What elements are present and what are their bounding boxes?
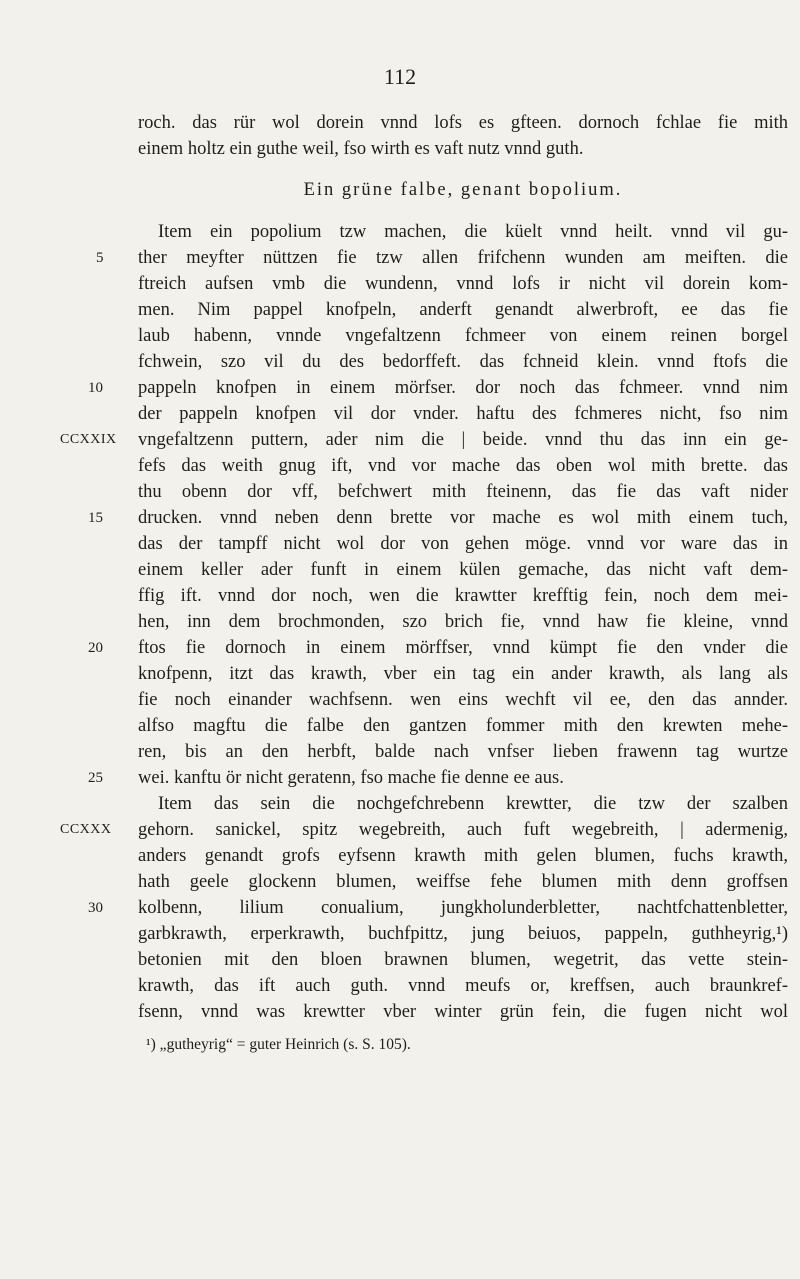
text-line: ther meyfter nüttzen fie tzw allen frifchenn wunden am meiften. die [138,248,788,268]
text-line: das der tampff nicht wol dor von gehen möge. vnnd vor ware das in [138,534,788,554]
section-heading: Ein grüne falbe, genant bopolium. [303,180,623,200]
text-line: wei. kanftu ör nicht geratenn, fso mache fie denne ee aus. [138,768,564,788]
line-number-15: 15 [88,510,103,526]
text-line: fsenn, vnnd was krewtter vber winter grün fein, die fugen nicht wol [138,1002,788,1022]
text-line: knofpenn, itzt das krawth, vber ein tag ein ander krawth, als lang als [138,664,788,684]
folio-marker-ccxxix: CCXXIX [60,432,117,447]
footnote: ¹) „gutheyrig“ = guter Heinrich (s. S. 105). [146,1036,411,1053]
text-line: thu obenn dor vff, befchwert mith fteinenn, das fie das vaft nider [138,482,788,502]
text-line: ftos fie dornoch in einem mörffser, vnnd kümpt fie den vnder die [138,638,788,658]
page-number: 112 [383,64,417,89]
text-line: fchwein, szo vil du des bedorffeft. das fchneid klein. vnnd ftofs die [138,352,788,372]
text-line: vngefaltzenn puttern, ader nim die | beide. vnnd thu das inn ein ge- [138,430,788,450]
text-line: ffig ift. vnnd dor noch, wen die krawtter krefftig fein, noch dem mei- [138,586,788,606]
text-line: laub habenn, vnnde vngefaltzenn fchmeer von einem reinen borgel [138,326,788,346]
line-number-25: 25 [88,770,103,786]
text-line: garbkrawth, erperkrawth, buchfpittz, jung beiuos, pappeln, guthheyrig,¹) [138,924,788,944]
text-line: alfso magftu die falbe den gantzen fommer mith den krewten mehe- [138,716,788,736]
text-line: betonien mit den bloen brawnen blumen, wegetrit, das vette stein- [138,950,788,970]
text-line: der pappeln knofpen vil dor vnder. haftu des fchmeres nicht, fso nim [138,404,788,424]
line-number-10: 10 [88,380,103,396]
text-line: hath geele glockenn blumen, weiffse fehe blumen mith denn groffsen [138,872,788,892]
text-line: gehorn. sanickel, spitz wegebreith, auch fuft wegebreith, | adermenig, [138,820,788,840]
text-line: pappeln knofpen in einem mörfser. dor noch das fchmeer. vnnd nim [138,378,788,398]
text-line: kolbenn, lilium conualium, jungkholunderbletter, nachtfchattenbletter, [138,898,788,918]
line-number-5: 5 [96,250,104,266]
text-line: roch. das rür wol dorein vnnd lofs es gfteen. dornoch fchlae fie mith [138,113,788,133]
text-line: drucken. vnnd neben denn brette vor mache es wol mith einem tuch, [138,508,788,528]
text-line: Item ein popolium tzw machen, die küelt vnnd heilt. vnnd vil gu- [158,222,788,242]
line-number-20: 20 [88,640,103,656]
text-line: Item das sein die nochgefchrebenn krewtter, die tzw der szalben [158,794,788,814]
folio-marker-ccxxx: CCXXX [60,822,112,837]
text-line: fefs das weith gnug ift, vnd vor mache das oben wol mith brette. das [138,456,788,476]
text-line: krawth, das ift auch guth. vnnd meufs or, kreffsen, auch braunkref- [138,976,788,996]
text-line: ren, bis an den herbft, balde nach vnfser lieben frawenn tag wurtze [138,742,788,762]
text-line: fie noch einander wachfsenn. wen eins wechft vil ee, den das annder. [138,690,788,710]
text-line: einem holtz ein guthe weil, fso wirth es vaft nutz vnnd guth. [138,139,584,159]
text-line: ftreich aufsen vmb die wundenn, vnnd lofs ir nicht vil dorein kom- [138,274,788,294]
text-line: hen, inn dem brochmonden, szo brich fie, vnnd haw fie kleine, vnnd [138,612,788,632]
text-line: einem keller ader funft in einem külen gemache, das nicht vaft dem- [138,560,788,580]
text-line: men. Nim pappel knofpeln, anderft genandt alwerbroft, ee das fie [138,300,788,320]
line-number-30: 30 [88,900,103,916]
text-line: anders genandt grofs eyfsenn krawth mith gelen blumen, fuchs krawth, [138,846,788,866]
